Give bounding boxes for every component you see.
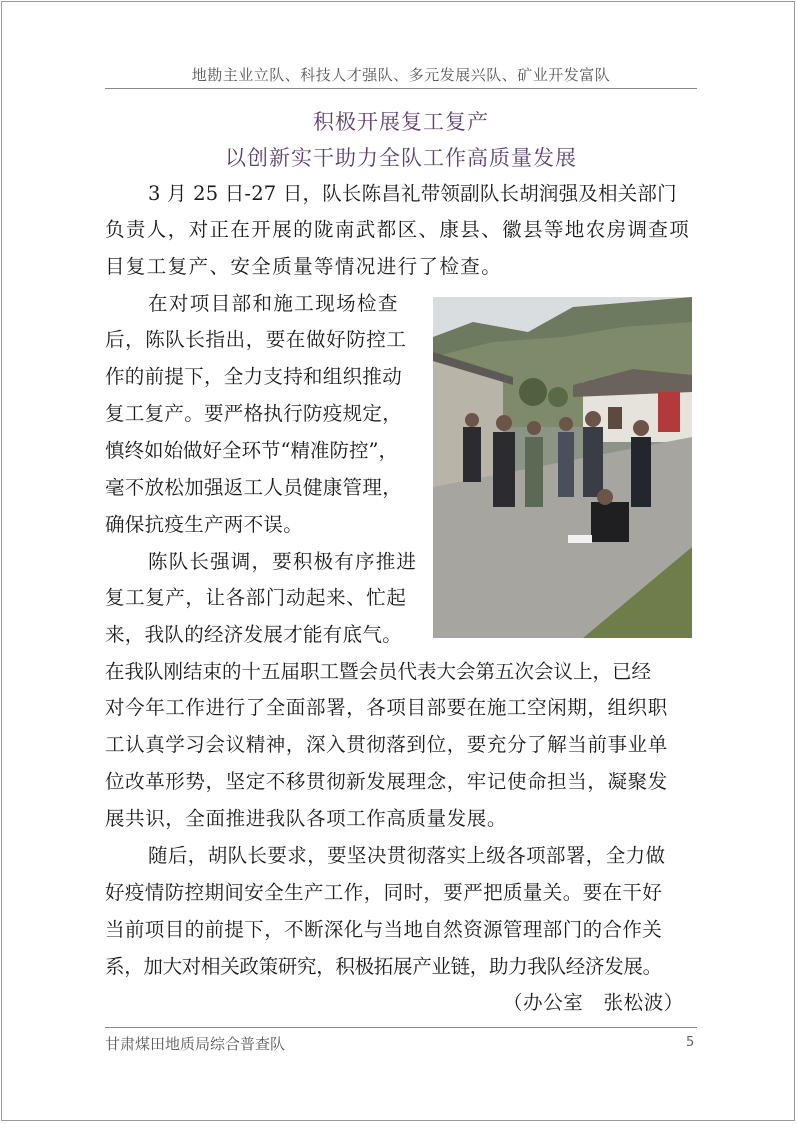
body-line: 确保抗疫生产两不误。 [105, 513, 304, 536]
body-line: 当前项目的前提下，不断深化与当地自然资源管理部门的合作关 [105, 918, 663, 941]
body-line: 在对项目部和施工现场检查 [148, 292, 399, 315]
body-line: 毫不放松加强返工人员健康管理， [105, 476, 403, 499]
body-line: 复工复产，让各部门动起来、忙起 [105, 586, 407, 609]
body-line: 好疫情防控期间安全生产工作，同时，要严把质量关。要在干好 [105, 881, 663, 904]
footer-organization: 甘肃煤田地质局综合普查队 [105, 1035, 286, 1053]
body-line: 来，我队的经济发展才能有底气。 [105, 623, 403, 646]
article-title-line-1: 积极开展复工复产 [313, 110, 489, 134]
body-line: 工认真学习会议精神，深入贯彻落到位，要充分了解当前事业单 [105, 733, 668, 756]
body-line: 复工复产。要严格执行防疫规定， [105, 402, 403, 425]
body-line: 3 月 25 日-27 日，队长陈昌礼带领副队长胡润强及相关部门 [148, 182, 677, 205]
page-header-slogan: 地勘主业立队、科技人才强队、多元发展兴队、矿业开发富队 [191, 66, 611, 84]
footer-divider [105, 1027, 697, 1028]
body-line: 随后，胡队长要求，要坚决贯彻落实上级各项部署，全力做 [148, 844, 666, 867]
inspection-site-photo [433, 297, 692, 638]
body-line: 作的前提下，全力支持和组织推动 [105, 365, 403, 388]
article-byline: （办公室 张松波） [503, 991, 684, 1014]
body-line: 陈队长强调，要积极有序推进 [148, 550, 418, 573]
body-line: 位改革形势，坚定不移贯彻新发展理念，牢记使命担当，凝聚发 [105, 770, 668, 793]
body-line: 系，加大对相关政策研究，积极拓展产业链，助力我队经济发展。 [105, 955, 662, 978]
body-line: 对今年工作进行了全面部署，各项目部要在施工空闲期，组织职 [105, 696, 668, 719]
body-line: 展共识，全面推进我队各项工作高质量发展。 [105, 807, 508, 830]
header-divider [105, 88, 697, 89]
page-number: 5 [686, 1035, 695, 1050]
body-line: 负责人，对正在开展的陇南武都区、康县、徽县等地农房调查项 [105, 218, 691, 241]
body-line: 后，陈队长指出，要在做好防控工 [105, 328, 407, 351]
article-title-line-2: 以创新实干助力全队工作高质量发展 [225, 146, 577, 170]
body-line: 在我队刚结束的十五届职工暨会员代表大会第五次会议上，已经 [105, 660, 652, 683]
body-line: 慎终如始做好全环节“精准防控”， [105, 439, 398, 462]
body-line: 目复工复产、安全质量等情况进行了检查。 [105, 255, 503, 278]
